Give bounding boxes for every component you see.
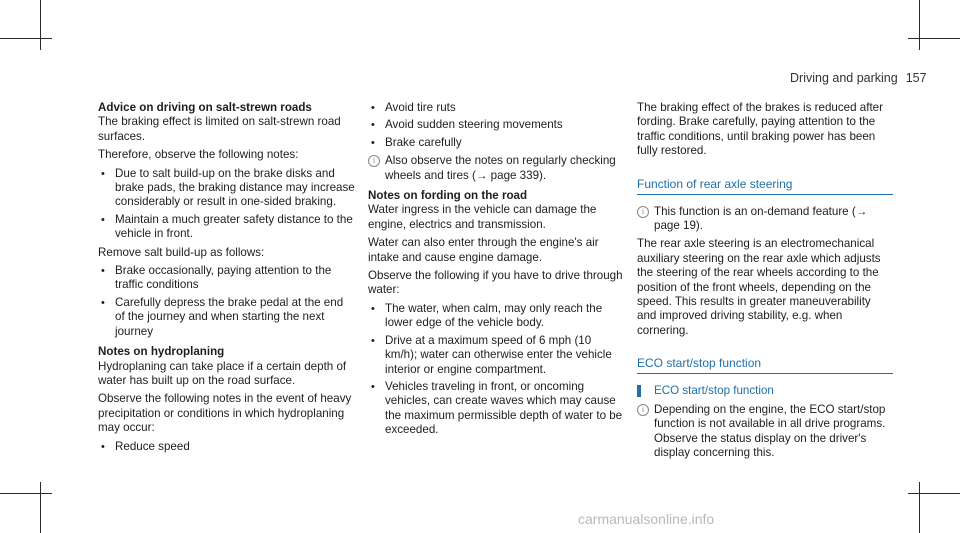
list-item-text: Reduce speed xyxy=(115,439,190,453)
bullet-icon: • xyxy=(101,296,105,309)
list-item-text: Avoid tire ruts xyxy=(385,101,456,114)
bullet-icon: • xyxy=(371,380,375,393)
paragraph: Water ingress in the vehicle can damage the engine, electrics and transmission. xyxy=(368,203,597,231)
bullet-icon: • xyxy=(101,265,105,278)
column-left xyxy=(98,101,356,458)
info-note-text: Depending on the engine, the ECO start/stop function is not available in all drive programs. Observe the status display on the driver's display concerning this. xyxy=(654,402,886,459)
info-note xyxy=(368,154,624,183)
list-item xyxy=(98,213,356,242)
list-item xyxy=(368,136,624,150)
bullet-list xyxy=(368,302,624,438)
paragraph: The braking effect of the brakes is reduced after fording. Brake carefully, paying attention to the traffic conditions, until braking power has been fully restored. xyxy=(637,101,883,158)
subsection-eco-start-stop xyxy=(637,384,893,398)
bullet-icon: • xyxy=(371,102,375,114)
paragraph: Hydroplaning can take place if a certain depth of water has built up on the road surface. xyxy=(98,359,347,387)
crop-mark xyxy=(0,38,52,39)
crop-mark xyxy=(0,493,52,494)
heading-hydroplaning: Notes on hydroplaning xyxy=(98,345,225,359)
heading-fording: Notes on fording on the road xyxy=(368,189,528,203)
list-item-text: Due to salt build-up on the brake disks and brake pads, the braking distance may increase considerably or result in one-sided braking. xyxy=(115,166,355,209)
bullet-icon: • xyxy=(371,302,375,315)
list-item-text: Avoid sudden steering movements xyxy=(385,118,563,132)
heading-salt-roads: Advice on driving on salt-strewn roads xyxy=(98,101,312,114)
paragraph: Remove salt build-up as follows: xyxy=(98,245,265,259)
subsection-title: ECO start/stop function xyxy=(654,384,774,398)
paragraph: The rear axle steering is an electromechanical auxiliary steering on the rear axle which adjusts the steering of the rear wheels according to the position of the front wheels, depending on the speed. This results in greater maneuverability and improved driving stability, e.g. when cornering. xyxy=(637,237,881,337)
bullet-icon: • xyxy=(371,334,375,347)
subsection-marker xyxy=(637,385,641,397)
list-item xyxy=(368,334,624,377)
bullet-icon: • xyxy=(101,440,105,453)
list-item-text: Vehicles traveling in front, or oncoming vehicles, can create waves which may cause the maximum permissible depth of water to be exceeded. xyxy=(385,379,623,437)
info-icon: i xyxy=(637,404,649,416)
info-icon: i xyxy=(368,155,380,167)
list-item xyxy=(368,380,624,438)
column-middle xyxy=(368,101,624,442)
header-section: Driving and parking xyxy=(790,71,898,85)
bullet-icon: • xyxy=(371,119,375,132)
section-title-rear-axle-steering: Function of rear axle steering xyxy=(637,177,893,195)
list-item-text: Brake occasionally, paying attention to the traffic conditions xyxy=(115,264,332,292)
bullet-list xyxy=(98,167,356,242)
crop-mark xyxy=(908,493,960,494)
crop-mark xyxy=(908,38,960,39)
list-item xyxy=(98,264,356,293)
paragraph: Water can also enter through the engine's air intake and cause engine damage. xyxy=(368,236,599,264)
list-item xyxy=(98,296,356,339)
watermark: carmanualsonline.info xyxy=(578,511,715,527)
crop-mark xyxy=(40,0,41,50)
column-right xyxy=(637,101,893,464)
list-item-text: Brake carefully xyxy=(385,135,462,149)
list-item xyxy=(368,302,624,331)
bullet-icon: • xyxy=(101,167,105,180)
info-note-text: Also observe the notes on regularly checking wheels and tires (→ page 339). xyxy=(385,154,616,182)
paragraph: Observe the following notes in the event of heavy precipitation or conditions in which hydroplaning may occur: xyxy=(98,392,352,435)
list-item xyxy=(98,440,356,454)
info-note-text: This function is an on-demand feature (→ page 19). xyxy=(654,204,868,233)
paragraph: Observe the following if you have to drive through water: xyxy=(368,269,623,297)
list-item-text: Maintain a much greater safety distance to the vehicle in front. xyxy=(115,212,353,241)
list-item xyxy=(98,167,356,210)
paragraph: Therefore, observe the following notes: xyxy=(98,148,299,162)
section-title-eco-start-stop: ECO start/stop function xyxy=(637,356,893,374)
list-item-text: Carefully depress the brake pedal at the end of the journey and when starting the next journey xyxy=(115,295,344,338)
crop-mark xyxy=(40,482,41,533)
list-item xyxy=(368,101,624,115)
list-item-text: The water, when calm, may only reach the lower edge of the vehicle body. xyxy=(385,301,603,330)
bullet-icon: • xyxy=(101,213,105,226)
info-note xyxy=(637,205,893,234)
bullet-list xyxy=(98,264,356,339)
crop-mark xyxy=(919,482,920,533)
list-item-text: Drive at a maximum speed of 6 mph (10 km/h); water can otherwise enter the vehicle interior or engine compartment. xyxy=(385,333,612,376)
bullet-icon: • xyxy=(371,136,375,149)
bullet-list xyxy=(368,101,624,150)
page-header xyxy=(790,71,927,85)
bullet-list xyxy=(98,440,356,454)
page-number: 157 xyxy=(905,71,927,85)
paragraph: The braking effect is limited on salt-strewn road surfaces. xyxy=(98,115,341,143)
crop-mark xyxy=(919,0,920,50)
list-item xyxy=(368,118,624,132)
info-note xyxy=(637,403,893,461)
info-icon: i xyxy=(637,206,649,218)
